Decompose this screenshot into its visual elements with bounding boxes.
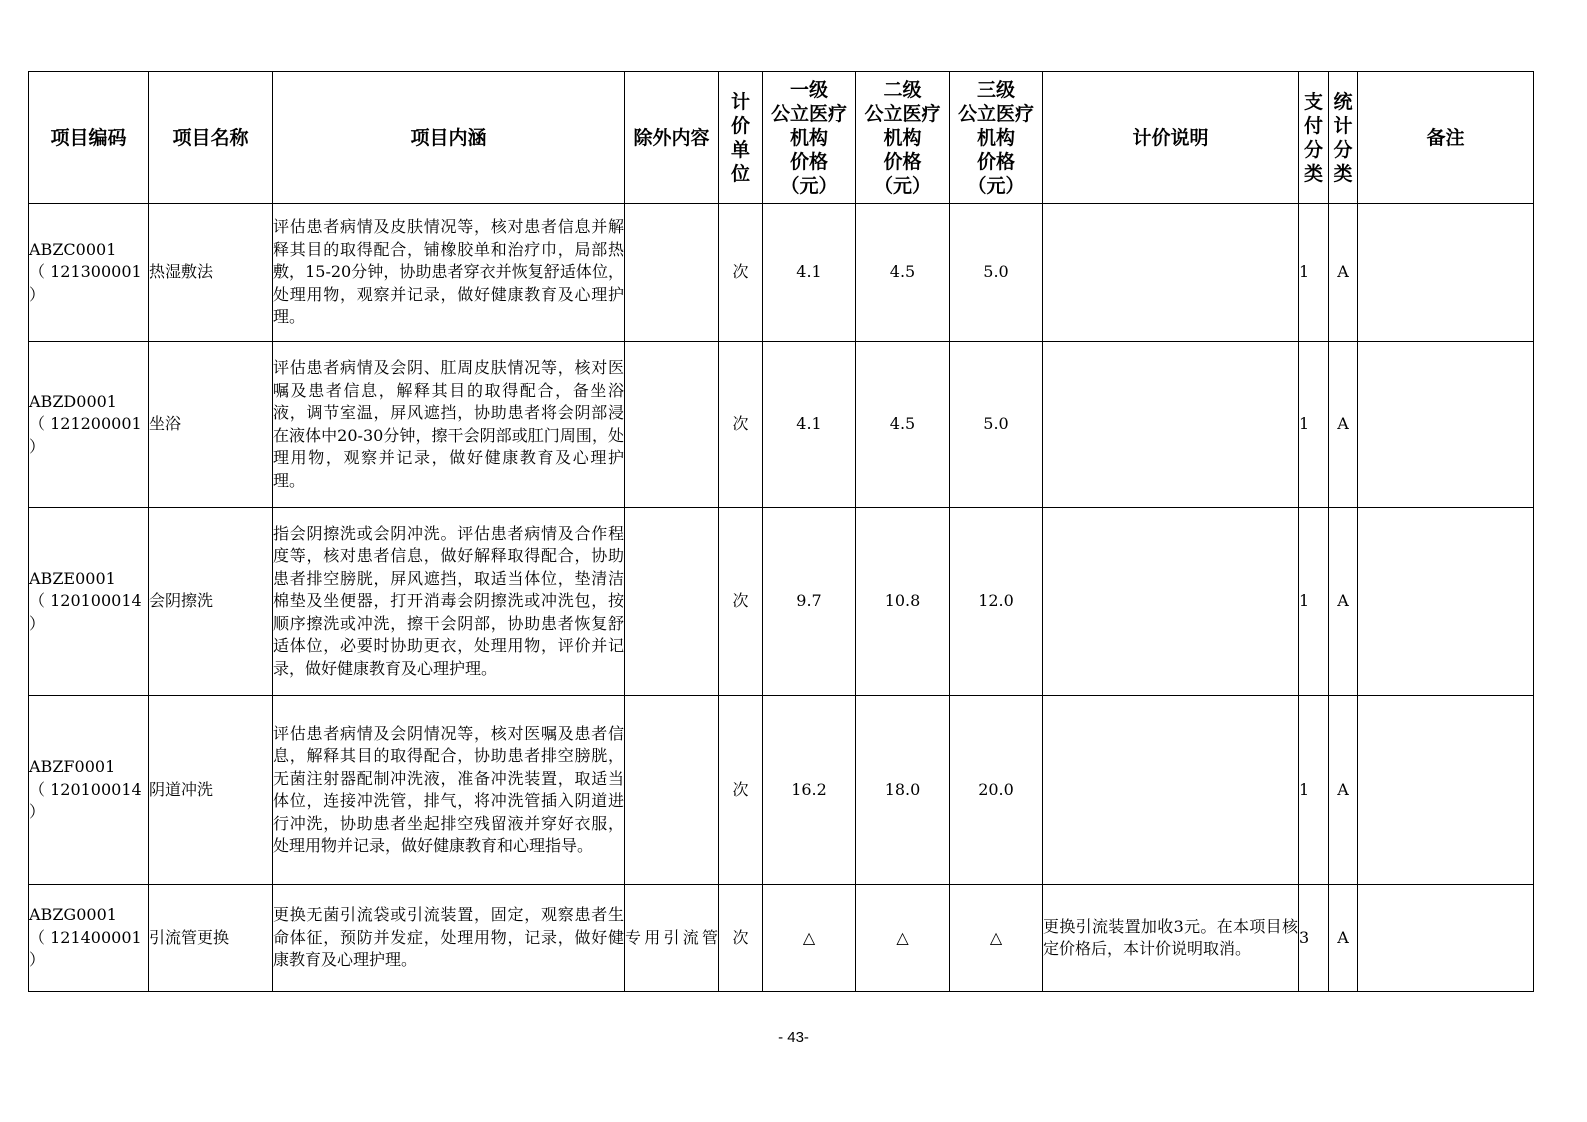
header-price3-line: 三级 xyxy=(976,78,1015,101)
header-pricing-note: 计价说明 xyxy=(1043,72,1299,204)
cell-price-level3: 12.0 xyxy=(950,508,1043,696)
header-price1-line: 公立医疗 xyxy=(770,102,847,125)
header-price-level1 xyxy=(763,72,856,204)
cell-price-level3: 20.0 xyxy=(950,696,1043,885)
header-remark: 备注 xyxy=(1358,72,1534,204)
cell-remark xyxy=(1358,342,1534,508)
header-price2-line: 公立医疗 xyxy=(864,102,941,125)
code-line: ） xyxy=(29,436,46,456)
header-content: 项目内涵 xyxy=(273,72,625,204)
header-price3-line: （元） xyxy=(967,174,1025,197)
table-row xyxy=(29,508,1534,696)
header-payment-label: 支付分类 xyxy=(1304,90,1324,185)
cell-remark xyxy=(1358,204,1534,342)
cell-content: 评估患者病情及会阴、肛周皮肤情况等，核对医嘱及患者信息，解释其目的取得配合，备坐浴液，调节室温，屏风遮挡，协助患者将会阴部浸在液体中20-30分钟，擦干会阴部或肛门周围，处理用物，观察并记录，做好健康教育及心理护理。 xyxy=(273,342,625,508)
header-code: 项目编码 xyxy=(29,72,149,204)
cell-unit: 次 xyxy=(719,508,763,696)
cell-payment: 1 xyxy=(1299,342,1329,508)
cell-exclusion: 专用引流管 xyxy=(625,885,719,992)
cell-exclusion xyxy=(625,696,719,885)
cell-price-level3: △ xyxy=(950,885,1043,992)
header-price-level3 xyxy=(950,72,1043,204)
cell-price-level1: 9.7 xyxy=(763,508,856,696)
code-line: ） xyxy=(29,284,46,304)
cell-pricing-note xyxy=(1043,204,1299,342)
cell-statistics: A xyxy=(1329,696,1358,885)
cell-content: 指会阴擦洗或会阴冲洗。评估患者病情及合作程度等，核对患者信息，做好解释取得配合，协助患者排空膀胱，屏风遮挡，取适当体位，垫清洁棉垫及坐便器，打开消毒会阴擦洗或冲洗包，按顺序擦洗或冲洗，擦干会阴部，协助患者恢复舒适体位，必要时协助更衣，处理用物，评价并记录，做好健康教育及心理护理。 xyxy=(273,508,625,696)
cell-price-level3: 5.0 xyxy=(950,342,1043,508)
page-number: - 43- xyxy=(778,1029,809,1046)
header-price-level2 xyxy=(856,72,950,204)
cell-exclusion xyxy=(625,204,719,342)
pricing-table xyxy=(28,71,1534,992)
cell-pricing-note: 更换引流装置加收3元。在本项目核定价格后，本计价说明取消。 xyxy=(1043,885,1299,992)
code-line: （ 121200001 xyxy=(29,414,142,434)
cell-price-level1: △ xyxy=(763,885,856,992)
cell-remark xyxy=(1358,508,1534,696)
cell-payment: 1 xyxy=(1299,508,1329,696)
cell-code xyxy=(29,885,149,992)
table-row xyxy=(29,342,1534,508)
cell-code xyxy=(29,508,149,696)
code-line: ） xyxy=(29,613,46,633)
cell-code xyxy=(29,696,149,885)
cell-exclusion xyxy=(625,508,719,696)
cell-payment: 1 xyxy=(1299,204,1329,342)
cell-statistics: A xyxy=(1329,508,1358,696)
header-statistics xyxy=(1329,72,1358,204)
header-price3-line: 机构 xyxy=(976,126,1015,149)
table-row xyxy=(29,885,1534,992)
header-price2-line: 机构 xyxy=(883,126,922,149)
cell-unit: 次 xyxy=(719,885,763,992)
table-row xyxy=(29,204,1534,342)
cell-price-level3: 5.0 xyxy=(950,204,1043,342)
header-price2-line: （元） xyxy=(873,174,931,197)
header-price2-line: 二级 xyxy=(883,78,922,101)
cell-statistics: A xyxy=(1329,204,1358,342)
header-price1-line: 一级 xyxy=(789,78,828,101)
code-line: ） xyxy=(29,950,46,970)
header-payment xyxy=(1299,72,1329,204)
code-line: ABZD0001 xyxy=(29,391,117,411)
header-price1-line: 机构 xyxy=(789,126,828,149)
cell-content: 评估患者病情及皮肤情况等，核对患者信息并解释其目的取得配合，铺橡胶单和治疗巾，局部热敷，15-20分钟，协助患者穿衣并恢复舒适体位，处理用物，观察并记录，做好健康教育及心理护理。 xyxy=(273,204,625,342)
cell-remark xyxy=(1358,696,1534,885)
cell-unit: 次 xyxy=(719,342,763,508)
cell-price-level2: 4.5 xyxy=(856,204,950,342)
code-line: （ 121400001 xyxy=(29,927,142,947)
cell-price-level1: 4.1 xyxy=(763,342,856,508)
cell-name: 阴道冲洗 xyxy=(149,696,273,885)
cell-statistics: A xyxy=(1329,885,1358,992)
cell-content: 评估患者病情及会阴情况等，核对医嘱及患者信息，解释其目的取得配合，协助患者排空膀胱，无菌注射器配制冲洗液，准备冲洗装置，取适当体位，连接冲洗管，排气，将冲洗管插入阴道进行冲洗，协助患者坐起排空残留液并穿好衣服，处理用物并记录，做好健康教育和心理指导。 xyxy=(273,696,625,885)
table-row xyxy=(29,696,1534,885)
header-price2-line: 价格 xyxy=(883,150,922,173)
cell-remark xyxy=(1358,885,1534,992)
code-line: ） xyxy=(29,802,46,822)
code-line: ABZE0001 xyxy=(29,568,116,588)
cell-price-level2: 18.0 xyxy=(856,696,950,885)
cell-name: 会阴擦洗 xyxy=(149,508,273,696)
cell-statistics: A xyxy=(1329,342,1358,508)
cell-content: 更换无菌引流袋或引流装置，固定，观察患者生命体征，预防并发症，处理用物，记录，做好健康教育及心理护理。 xyxy=(273,885,625,992)
code-line: ABZF0001 xyxy=(29,757,116,777)
cell-name: 引流管更换 xyxy=(149,885,273,992)
code-line: （ 120100014 xyxy=(29,779,142,799)
header-unit-label: 计价单位 xyxy=(731,90,751,185)
cell-pricing-note xyxy=(1043,696,1299,885)
cell-unit: 次 xyxy=(719,204,763,342)
cell-unit: 次 xyxy=(719,696,763,885)
cell-payment: 3 xyxy=(1299,885,1329,992)
cell-price-level2: 4.5 xyxy=(856,342,950,508)
header-exclusion: 除外内容 xyxy=(625,72,719,204)
cell-pricing-note xyxy=(1043,508,1299,696)
header-unit xyxy=(719,72,763,204)
cell-code xyxy=(29,204,149,342)
code-line: ABZC0001 xyxy=(29,239,117,259)
cell-name: 热湿敷法 xyxy=(149,204,273,342)
cell-exclusion xyxy=(625,342,719,508)
code-line: （ 120100014 xyxy=(29,591,142,611)
code-line: ABZG0001 xyxy=(29,905,117,925)
cell-price-level2: △ xyxy=(856,885,950,992)
header-price1-line: （元） xyxy=(780,174,838,197)
cell-name: 坐浴 xyxy=(149,342,273,508)
code-line: （ 121300001 xyxy=(29,262,142,282)
header-price3-line: 公立医疗 xyxy=(957,102,1034,125)
header-statistics-label: 统计分类 xyxy=(1333,90,1353,185)
header-price1-line: 价格 xyxy=(789,150,828,173)
cell-price-level1: 4.1 xyxy=(763,204,856,342)
cell-pricing-note xyxy=(1043,342,1299,508)
cell-code xyxy=(29,342,149,508)
header-name: 项目名称 xyxy=(149,72,273,204)
header-row xyxy=(29,72,1534,204)
header-price3-line: 价格 xyxy=(976,150,1015,173)
cell-payment: 1 xyxy=(1299,696,1329,885)
cell-price-level1: 16.2 xyxy=(763,696,856,885)
cell-price-level2: 10.8 xyxy=(856,508,950,696)
